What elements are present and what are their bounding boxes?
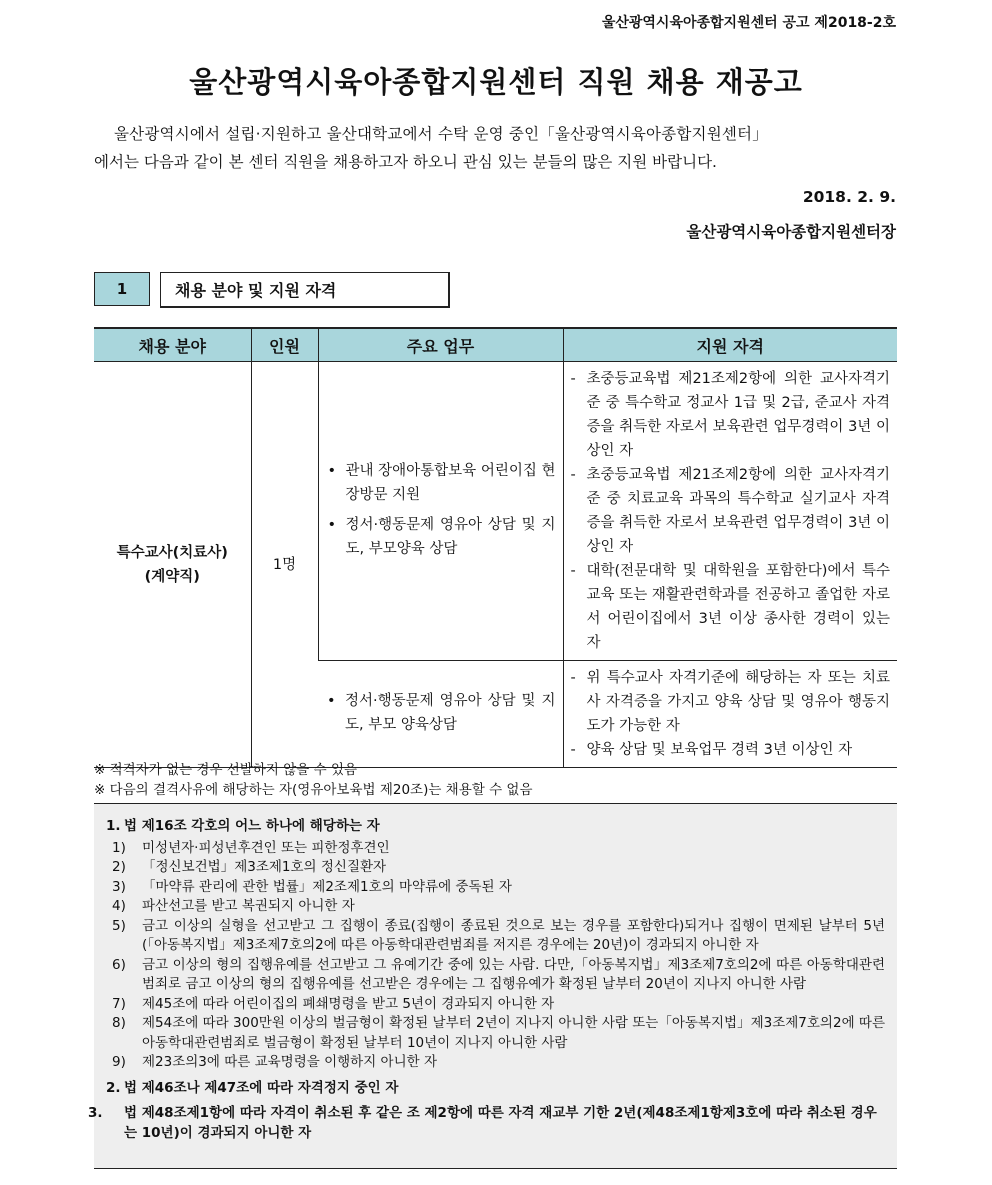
count-cell: 1명: [251, 362, 318, 768]
heading-text: 법 제16조 각호의 어느 하나에 해당하는 자: [124, 818, 380, 834]
duty-text: 관내 장애아통합보육 어린이집 현장방문 지원: [345, 463, 556, 503]
list-item: [569, 367, 891, 463]
page-title: 울산광역시육아종합지원센터 직원 채용 재공고: [189, 65, 803, 99]
note-no-candidate: ※ 적격자가 없는 경우 선발하지 않을 수 있음: [94, 762, 358, 778]
heading-text: 법 제46조나 제47조에 따라 자격정지 중인 자: [124, 1079, 399, 1096]
recruitment-table: [94, 327, 897, 768]
list-item: [326, 513, 556, 561]
heading-number: 2.: [106, 1079, 121, 1096]
disqualification-heading-2: [106, 1079, 885, 1099]
list-item: [106, 858, 885, 878]
item-number: 8): [112, 1015, 126, 1031]
duties-cell: [318, 661, 563, 768]
list-item: [106, 995, 885, 1015]
notice-number: 울산광역시육아종합지원센터 공고 제2018-2호: [601, 15, 896, 31]
bullet-icon: •: [327, 517, 337, 533]
note-disqualification: ※ 다음의 결격사유에 해당하는 자(영유아보육법 제20조)는 채용할 수 없음: [94, 782, 533, 798]
list-item: [106, 917, 885, 956]
section-title: 채용 분야 및 지원 자격: [160, 272, 450, 308]
item-number: 1): [112, 839, 126, 856]
qual-text: 위 특수교사 자격기준에 해당하는 자 또는 치료사 자격증을 가지고 양육 상담 및 영유아 행동지도가 가능한 자: [586, 670, 890, 734]
dash-icon: -: [570, 742, 576, 758]
header-count: 인원: [251, 328, 318, 362]
list-item: [106, 897, 885, 917]
intro-line-2: 에서는 다음과 같이 본 센터 직원을 채용하고자 하오니 관심 있는 분들의 많은 지원 바랍니다.: [94, 153, 717, 171]
disqualification-heading-3: [88, 1104, 885, 1143]
intro-paragraph: [94, 120, 900, 176]
list-item: [569, 666, 891, 738]
duty-text: 정서·행동문제 영유아 상담 및 지도, 부모양육 상담: [345, 517, 556, 557]
dash-icon: -: [570, 371, 576, 387]
issuer: 울산광역시육아종합지원센터장: [686, 223, 896, 241]
heading-number: 1.: [106, 818, 121, 834]
list-item: [326, 459, 556, 507]
duty-text: 정서·행동문제 영유아 상담 및 지도, 부모 양육상담: [345, 693, 556, 733]
item-text: 금고 이상의 실형을 선고받고 그 집행이 종료(집행이 종료된 것으로 보는 경우를 포함한다)되거나 집행이 면제된 날부터 5년(「아동복지법」제3조제7호의2에 따른 아동학대관련범죄를 저지른 경우에는 20년)이 경과되지 아니한 자: [142, 917, 885, 953]
item-text: 파산선고를 받고 복권되지 아니한 자: [142, 898, 355, 914]
qual-text: 초중등교육법 제21조제2항에 의한 교사자격기준 중 특수학교 정교사 1급 및 2급, 준교사 자격증을 취득한 자로서 보육관련 업무경력이 3년 이상인 자: [586, 371, 890, 459]
item-number: 7): [112, 995, 126, 1012]
list-item: [325, 689, 556, 737]
field-cell: [94, 362, 251, 768]
item-text: 제54조에 따라 300만원 이상의 벌금형이 확정된 날부터 2년이 지나지 아니한 사람 또는「아동복지법」제3조제7호의2에 따른 아동학대관련범죄로 벌금형이 확정된 날부터 10년이 지나지 아니한 사람: [142, 1015, 885, 1051]
item-text: 금고 이상의 형의 집행유예를 선고받고 그 유예기간 중에 있는 사람. 다만,「아동복지법」제3조제7호의2에 따른 아동학대관련범죄로 금고 이상의 형의 집행유예를 선고받은 경우에는 그 집행유예가 확정된 날부터 20년이 지나지 아니한 사람: [142, 956, 885, 992]
bullet-icon: •: [327, 693, 336, 709]
qual-text: 초중등교육법 제21조제2항에 의한 교사자격기준 중 치료교육 과목의 특수학교 실기교사 자격증을 취득한 자로서 보육관련 업무경력이 3년 이상인 자: [586, 467, 890, 555]
header-field: 채용 분야: [94, 328, 251, 362]
field-type: (계약직): [144, 568, 200, 585]
notice-date: 2018. 2. 9.: [802, 188, 896, 206]
heading-text: 법 제48조제1항에 따라 자격이 취소된 후 같은 조 제2항에 따른 자격 재교부 기한 2년(제48조제1항제3호에 따라 취소된 경우는 10년)이 경과되지 아니한 자: [124, 1105, 877, 1141]
disqualification-box: [88, 803, 897, 1169]
item-number: 5): [112, 917, 126, 934]
header-duties: 주요 업무: [318, 328, 563, 362]
list-item: [106, 956, 885, 995]
bullet-icon: •: [327, 463, 337, 479]
qual-text: 대학(전문대학 및 대학원을 포함한다)에서 특수교육 또는 재활관련학과를 전공하고 졸업한 자로서 어린이집에서 3년 이상 종사한 경력이 있는 자: [586, 563, 890, 651]
item-text: 「마약류 관리에 관한 법률」제2조제1호의 마약류에 중독된 자: [142, 878, 512, 895]
dash-icon: -: [570, 563, 576, 579]
item-number: 4): [112, 898, 126, 914]
disqualification-heading-1: [106, 817, 885, 837]
table-row: [94, 362, 897, 661]
item-text: 제45조에 따라 어린이집의 폐쇄명령을 받고 5년이 경과되지 아니한 자: [142, 995, 555, 1012]
notes: [94, 760, 533, 800]
item-number: 6): [112, 956, 126, 973]
item-text: 「정신보건법」제3조제1호의 정신질환자: [142, 859, 387, 875]
item-number: 3): [112, 878, 126, 895]
list-item: [106, 839, 885, 859]
item-text: 제23조의3에 따른 교육명령을 이행하지 아니한 자: [142, 1054, 438, 1070]
list-item: [569, 463, 891, 559]
intro-line-1: 울산광역시에서 설립·지원하고 울산대학교에서 수탁 운영 중인「울산광역시육아종합지원센터」: [114, 125, 768, 143]
dash-icon: -: [570, 670, 576, 686]
item-number: 9): [112, 1054, 126, 1070]
list-item: [106, 1014, 885, 1053]
qualifications-cell: [563, 661, 897, 768]
list-item: [569, 559, 891, 655]
duties-cell: [318, 362, 563, 661]
list-item: [569, 738, 891, 762]
qualifications-cell: [563, 362, 897, 661]
header-qualifications: 지원 자격: [563, 328, 897, 362]
section-number: 1: [94, 272, 150, 306]
item-text: 미성년자·피성년후견인 또는 피한정후견인: [142, 839, 390, 856]
field-name: 특수교사(치료사): [116, 544, 228, 561]
dash-icon: -: [570, 467, 576, 483]
heading-number: 3.: [88, 1105, 103, 1121]
list-item: [106, 878, 885, 898]
qual-text: 양육 상담 및 보육업무 경력 3년 이상인 자: [586, 742, 853, 758]
item-number: 2): [112, 859, 126, 875]
table-header-row: [94, 328, 897, 362]
list-item: [106, 1053, 885, 1073]
